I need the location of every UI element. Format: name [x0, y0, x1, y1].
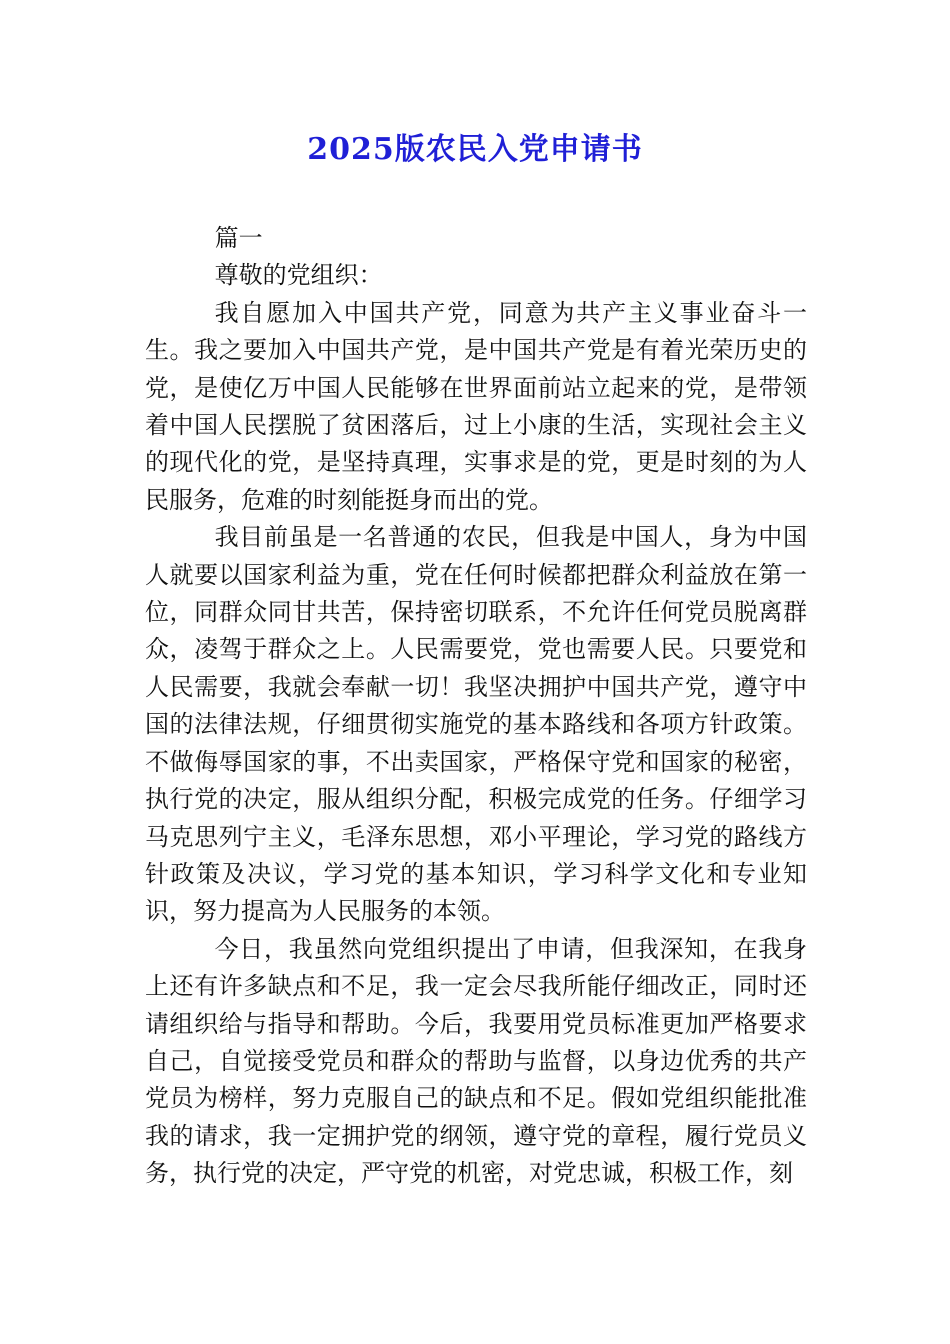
- paragraph-1: 我自愿加入中国共产党，同意为共产主义事业奋斗一生。我之要加入中国共产党，是中国共产党是有着光荣历史的党，是使亿万中国人民能够在世界面前站立起来的党，是带领着中国人民摆脱了贫困落后，过上小康的生活，实现社会主义的现代化的党，是坚持真理，实事求是的党，更是时刻的为人民服务，危难的时刻能挺身而出的党。: [145, 298, 807, 514]
- document-title: 2025版农民入党申请书: [307, 132, 643, 167]
- paragraph-3: 今日，我虽然向党组织提出了申请，但我深知，在我身上还有许多缺点和不足，我一定会尽我所能仔细改正，同时还请组织给与指导和帮助。今后，我要用党员标准更加严格要求自己，自觉接受党员和群众的帮助与监督，以身边优秀的共产党员为榜样，努力克服自己的缺点和不足。假如党组织能批准我的请求，我一定拥护党的纲领，遵守党的章程，履行党员义务，执行党的决定，严守党的机密，对党忠诚，积极工作，刻: [145, 934, 807, 1188]
- paragraph-2: 我目前虽是一名普通的农民，但我是中国人，身为中国人就要以国家利益为重，党在任何时候都把群众利益放在第一位，同群众同甘共苦，保持密切联系，不允许任何党员脱离群众，凌驾于群众之上。人民需要党，党也需要人民。只要党和人民需要，我就会奉献一切！我坚决拥护中国共产党，遵守中国的法律法规，仔细贯彻实施党的基本路线和各项方针政策。不做侮辱国家的事，不出卖国家，严格保守党和国家的秘密，执行党的决定，服从组织分配，积极完成党的任务。仔细学习马克思列宁主义，毛泽东思想，邓小平理论，学习党的路线方针政策及决议，学习党的基本知识，学习科学文化和专业知识，努力提高为人民服务的本领。: [145, 523, 807, 926]
- salutation: 尊敬的党组织：: [214, 261, 383, 290]
- section-label: 篇一: [214, 224, 263, 252]
- document-body: [145, 220, 807, 1193]
